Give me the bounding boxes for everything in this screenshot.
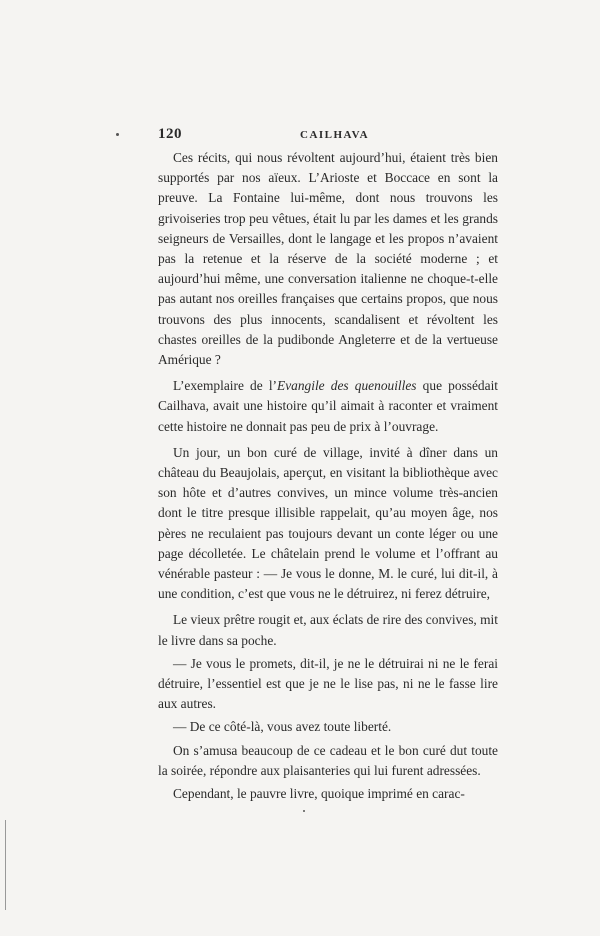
page-number: 120 xyxy=(158,126,182,142)
paragraph: On s’amusa beaucoup de ce cadeau et le bon curé dut toute la soirée, répondre aux plaisanteries qui lui furent adressées. xyxy=(158,742,498,778)
book-title: Evangile des quenouilles xyxy=(277,378,417,394)
body-text xyxy=(158,148,498,807)
paragraph xyxy=(158,376,498,437)
paragraph: Un jour, un bon curé de village, invité à dîner dans un château du Beaujolais, aperçut, en visitant la bibliothèque avec son hôte et d’autres convives, un mince volume très-ancien dont le titre presque illisible rappelait, qu’au moyen âge, nos pères ne reculaient pas toujours devant un conte léger ou une page décolletée. Le châtelain prend le volume et l’offrant au vénérable pasteur : — Je vous le donne, M. le curé, lui dit-il, à une condition, c’est que vous ne le détruirez, ni ferez détruire, xyxy=(158,444,498,602)
paragraph-text: L’exemplaire de l’ xyxy=(173,378,278,394)
paragraph: Cependant, le pauvre livre, quoique imprimé en carac- xyxy=(173,786,465,802)
page-speck xyxy=(303,810,305,812)
margin-line xyxy=(5,820,6,910)
running-head xyxy=(158,126,498,146)
running-title: CAILHAVA xyxy=(300,129,370,141)
margin-speck xyxy=(116,133,119,136)
paragraph: Le vieux prêtre rougit et, aux éclats de rire des convives, mit le livre dans sa poche. xyxy=(158,612,498,648)
paragraph-text: que possédait Cailhava, avait une histoire qu’il aimait à raconter et vraiment cette histoire ne donnait pas peu de prix à l’ouvrage. xyxy=(158,378,499,434)
paragraph: — De ce côté-là, vous avez toute liberté. xyxy=(173,719,392,735)
paragraph: — Je vous le promets, dit-il, je ne le détruirai ni ne le ferai détruire, l’essentiel est que je ne le lise pas, ni ne le fasse lire aux autres. xyxy=(158,655,498,712)
paragraph: Ces récits, qui nous révoltent aujourd’hui, étaient très bien supportés par nos aïeux. L’Arioste et Boccace en sont la preuve. La Fontaine lui-même, dont nous trouvons les grivoiseries trop peu vêtues, était lu par les dames et les grands seigneurs de Versailles, dont le langage et les propos n’avaient pas la retenue et la réserve de la société moderne ; et aujourd’hui même, une conversation italienne ne choque-t-elle pas autant nos oreilles françaises que certains propos, que nous trouvons des plus innocents, scandalisent et révoltent les chastes oreilles de la pudibonde Angleterre et de la vertueuse Amérique ? xyxy=(158,150,498,368)
